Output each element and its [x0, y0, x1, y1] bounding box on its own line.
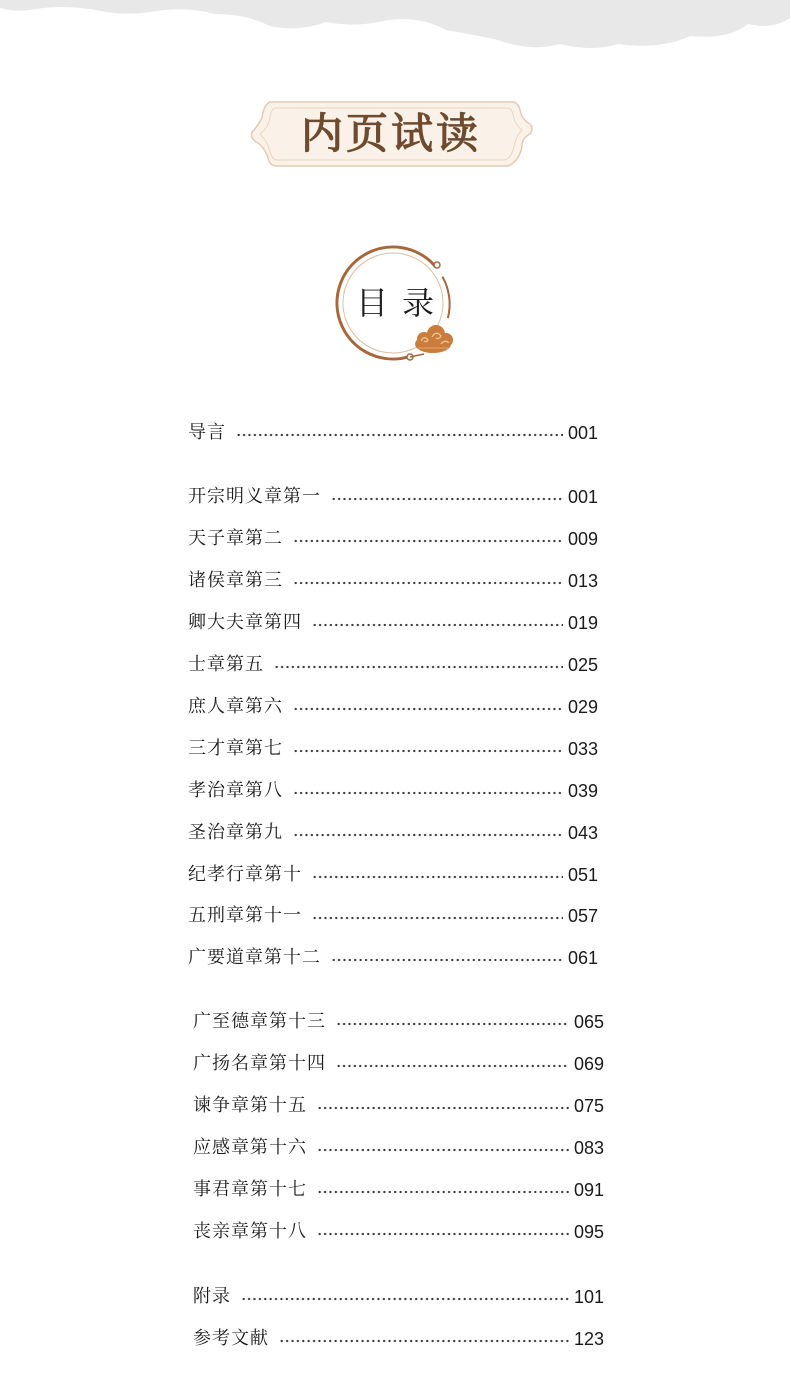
toc-entry-page: 033 [567, 739, 598, 759]
toc-entry-title: 谏争章第十五 [193, 1095, 307, 1116]
toc-entry-title: 圣治章第九 [188, 822, 283, 843]
dot-leader [317, 1094, 569, 1118]
toc-entry-page: 013 [567, 571, 598, 591]
toc-entry [188, 863, 598, 887]
banner-title: 内页试读 [300, 109, 481, 158]
toc-entry-page: 061 [567, 948, 598, 968]
toc-entry [193, 1094, 604, 1118]
toc-entry-page: 019 [567, 613, 598, 633]
toc-entry [193, 1220, 604, 1244]
dot-leader [293, 821, 563, 845]
toc-heading-char-2: 录 [401, 284, 434, 322]
dot-leader [241, 1285, 569, 1309]
toc-entry-page: 075 [573, 1096, 604, 1116]
toc-entry [188, 527, 598, 551]
toc-entry [188, 946, 598, 970]
dot-leader [236, 421, 563, 445]
toc-entry-title: 卿大夫章第四 [188, 612, 302, 633]
toc-entry [193, 1136, 604, 1160]
dot-leader [274, 653, 563, 677]
dot-leader [293, 779, 563, 803]
toc-entry [193, 1052, 604, 1076]
toc-entry [188, 737, 598, 761]
toc-entry-page: 029 [567, 697, 598, 717]
toc-entry-title: 天子章第二 [188, 528, 283, 549]
dot-leader [293, 695, 563, 719]
toc-entry-title: 附录 [193, 1286, 231, 1307]
toc-heading-char-1: 目 [355, 284, 388, 322]
toc-entry-title: 广扬名章第十四 [193, 1053, 326, 1074]
toc-entry-title: 广至德章第十三 [193, 1011, 326, 1032]
toc-entry [188, 695, 598, 719]
emblem-ring [328, 238, 462, 372]
toc-entry-page: 001 [567, 423, 598, 443]
dot-leader [312, 611, 563, 635]
toc-entry [188, 904, 598, 928]
toc-entry-page: 095 [573, 1222, 604, 1242]
toc-entry-title: 事君章第十七 [193, 1179, 307, 1200]
toc-entry-page: 057 [567, 906, 598, 926]
toc-entry-title: 广要道章第十二 [188, 947, 321, 968]
dot-leader [317, 1178, 569, 1202]
toc-entry [188, 821, 598, 845]
toc-entry [188, 611, 598, 635]
toc-entry-title: 导言 [188, 422, 226, 443]
toc-entry-page: 025 [567, 655, 598, 675]
toc-entry-title: 纪孝行章第十 [188, 864, 302, 885]
toc-entry-page: 091 [573, 1180, 604, 1200]
toc-entry-page: 009 [567, 529, 598, 549]
toc-entry-page: 069 [573, 1054, 604, 1074]
toc-entry-title: 士章第五 [188, 654, 264, 675]
toc-entry-page: 123 [573, 1329, 604, 1349]
dot-leader [293, 569, 563, 593]
dot-leader [317, 1220, 569, 1244]
dot-leader [317, 1136, 569, 1160]
toc-entry [188, 779, 598, 803]
toc-entry-title: 孝治章第八 [188, 780, 283, 801]
toc-entry-page: 001 [567, 487, 598, 507]
toc-entry [188, 569, 598, 593]
toc-entry-title: 应感章第十六 [193, 1137, 307, 1158]
toc-entry-page: 065 [573, 1012, 604, 1032]
toc-entry-title: 诸侯章第三 [188, 570, 283, 591]
toc-entry-title: 五刑章第十一 [188, 905, 302, 926]
toc-entry [193, 1327, 604, 1351]
dot-leader [312, 904, 563, 928]
dot-leader [279, 1327, 569, 1351]
header-banner [248, 98, 534, 170]
toc-entry-page: 101 [573, 1287, 604, 1307]
toc-entry [193, 1010, 604, 1034]
toc-entry-page: 051 [567, 865, 598, 885]
toc-entry-title: 丧亲章第十八 [193, 1221, 307, 1242]
toc-entry-page: 043 [567, 823, 598, 843]
dot-leader [331, 946, 563, 970]
dot-leader [336, 1052, 569, 1076]
toc-entry-title: 参考文献 [193, 1328, 269, 1349]
dot-leader [331, 485, 563, 509]
toc-entry [193, 1285, 604, 1309]
dot-leader [293, 527, 563, 551]
toc-heading-emblem [328, 238, 462, 372]
toc-entry [188, 653, 598, 677]
toc-entry [188, 421, 598, 445]
toc-entry [188, 485, 598, 509]
auspicious-cloud-icon [415, 325, 453, 353]
toc-entry-title: 庶人章第六 [188, 696, 283, 717]
toc-entry-title: 开宗明义章第一 [188, 486, 321, 507]
dot-leader [336, 1010, 569, 1034]
toc-entry [193, 1178, 604, 1202]
toc-entry-page: 083 [573, 1138, 604, 1158]
dot-leader [312, 863, 563, 887]
toc-entry-page: 039 [567, 781, 598, 801]
toc-entry-title: 三才章第七 [188, 738, 283, 759]
dot-leader [293, 737, 563, 761]
cloud-border-decoration [0, 0, 790, 52]
